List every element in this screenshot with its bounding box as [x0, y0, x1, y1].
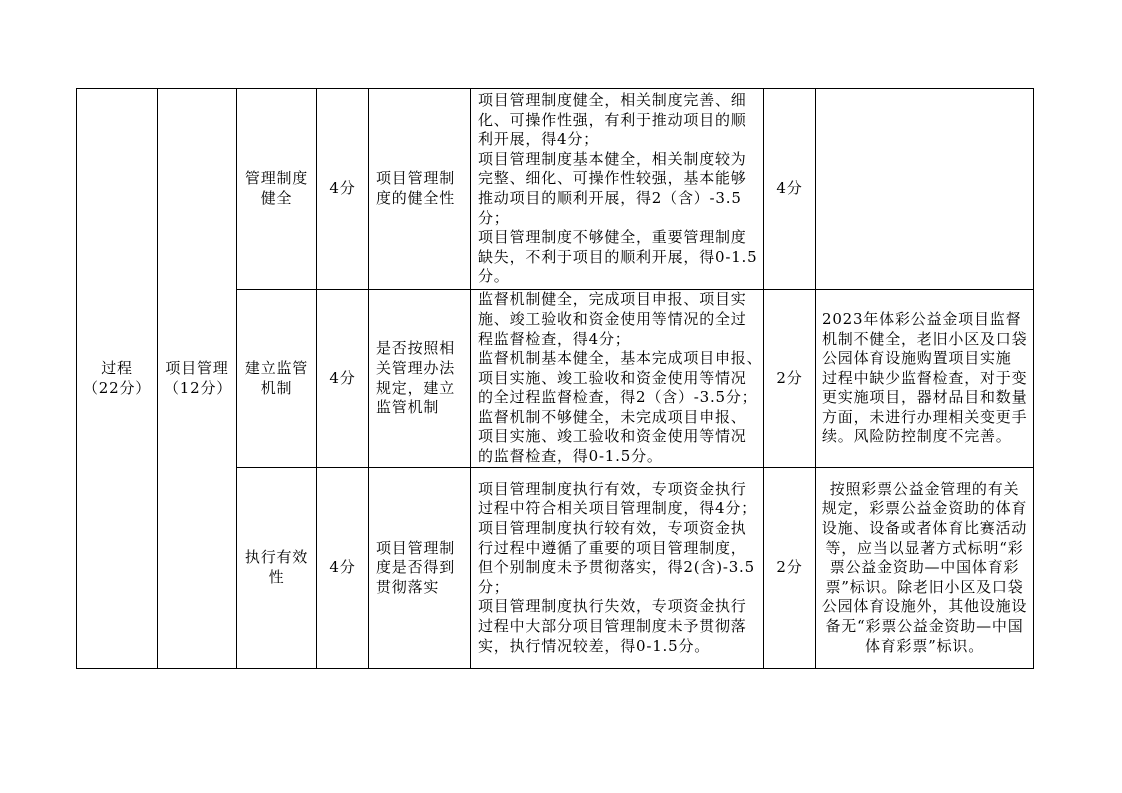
criteria-line: 分。: [478, 267, 510, 286]
criteria-line: 分；: [478, 208, 510, 227]
indicator-line: 管理制度: [244, 169, 309, 188]
indicator-text: [243, 359, 310, 398]
notes-line: 续。风险防控制度不完善。: [822, 427, 1012, 446]
weight-value: 4分: [329, 179, 356, 198]
notes-cell: [816, 290, 1034, 468]
score-cell: [764, 468, 816, 669]
notes-cell: [816, 468, 1034, 669]
criteria-line: 程监督检查，得4分；: [478, 329, 631, 348]
criteria-line: 过程中大部分项目管理制度未予贯彻落: [478, 616, 747, 635]
notes-cell: [816, 89, 1034, 290]
category-cell: [77, 89, 158, 669]
description-line: 关管理办法: [376, 358, 456, 377]
criteria-line: 监督机制基本健全，基本完成项目申报、: [478, 349, 763, 368]
notes-line: 过程中缺少监督检查，对于变: [822, 368, 1028, 387]
criteria-cell: [471, 468, 764, 669]
criteria-cell: [471, 290, 764, 468]
criteria-line: 项目管理制度基本健全，相关制度较为: [478, 149, 747, 168]
criteria-line: 项目管理制度执行有效，专项资金执行: [478, 479, 747, 498]
description-text: [376, 339, 464, 417]
description-text: [376, 169, 464, 208]
criteria-line: 化、可操作性强，有利于推动项目的顺: [478, 110, 747, 129]
indicator-cell: [237, 290, 317, 468]
criteria-line: 项目管理制度执行失效，专项资金执行: [478, 597, 747, 616]
evaluation-table: [76, 88, 1034, 669]
criteria-line: 的全过程监督检查，得2（含）-3.5分；: [478, 388, 758, 407]
notes-line: 公园体育设施购置项目实施: [822, 349, 1012, 368]
notes-line: 方面，未进行办理相关变更手: [822, 407, 1028, 426]
description-line: 监管机制: [376, 398, 440, 417]
indicator-line: 机制: [260, 378, 293, 397]
criteria-line: 完整、细化、可操作性较强，基本能够: [478, 169, 747, 188]
category-name: 过程: [101, 358, 133, 377]
subcategory-name: 项目管理: [165, 358, 229, 377]
description-line: 度是否得到: [376, 558, 456, 577]
description-line: 贯彻落实: [376, 577, 440, 596]
score-value: 2分: [776, 558, 803, 577]
criteria-line: 项目管理制度健全，相关制度完善、细: [478, 91, 747, 110]
notes-line: 按照彩票公益金管理的有关: [829, 479, 1020, 498]
weight-value: 4分: [329, 558, 356, 577]
weight-cell: [317, 290, 369, 468]
indicator-line: 执行有效: [244, 548, 309, 567]
criteria-line: 监督机制不够健全，未完成项目申报、: [478, 407, 747, 426]
criteria-text: [478, 91, 757, 287]
indicator-line: 性: [268, 568, 285, 586]
notes-text: [820, 480, 1029, 656]
notes-line: 机制不健全，老旧小区及口袋: [822, 329, 1028, 348]
notes-line: 2023年体彩公益金项目监督: [822, 309, 1022, 328]
criteria-cell: [471, 89, 764, 290]
subcategory-cell: [158, 89, 237, 669]
notes-line: 体育彩票”标识。: [864, 636, 985, 655]
criteria-line: 项目实施、竣工验收和资金使用等情况: [478, 427, 747, 446]
description-line: 规定，建立: [376, 378, 456, 397]
criteria-line: 过程中符合相关项目管理制度，得4分；: [478, 499, 757, 518]
score-value: 2分: [776, 368, 803, 387]
criteria-line: 利开展，得4分；: [478, 130, 599, 149]
weight-value: 4分: [329, 368, 356, 387]
criteria-line: 分；: [478, 577, 510, 596]
description-cell: [369, 290, 471, 468]
criteria-line: 实，执行情况较差，得0-1.5分。: [478, 636, 711, 655]
criteria-line: 施、竣工验收和资金使用等情况的全过: [478, 309, 747, 328]
score-cell: [764, 290, 816, 468]
description-cell: [369, 89, 471, 290]
criteria-line: 推动项目的顺利开展，得2（含）-3.5: [478, 189, 742, 207]
notes-line: 票公益金资助—中国体育彩: [829, 558, 1020, 577]
table-row: [77, 89, 1034, 290]
criteria-text: [478, 480, 757, 656]
description-cell: [369, 468, 471, 669]
notes-line: 等，应当以显著方式标明“彩: [825, 538, 1024, 557]
indicator-line: 建立监管: [244, 358, 309, 377]
criteria-line: 项目管理制度执行较有效，专项资金执: [478, 519, 747, 538]
indicator-line: 健全: [260, 189, 293, 207]
criteria-text: [478, 290, 763, 466]
indicator-cell: [237, 468, 317, 669]
category-score: （22分）: [83, 378, 152, 397]
indicator-text: [243, 548, 310, 587]
description-text: [376, 539, 464, 598]
criteria-line: 项目管理制度不够健全，重要管理制度: [478, 228, 747, 247]
notes-line: 公园体育设施外，其他设施设: [821, 597, 1028, 616]
notes-text: [822, 310, 1029, 447]
criteria-line: 的监督检查，得0-1.5分。: [478, 447, 663, 466]
description-line: 度的健全性: [376, 189, 456, 207]
indicator-cell: [237, 89, 317, 290]
score-cell: [764, 89, 816, 290]
description-line: 项目管理制: [376, 169, 456, 188]
criteria-line: 缺失，不利于项目的顺利开展，得0-1.5: [478, 247, 758, 266]
description-line: 是否按照相: [376, 339, 456, 358]
notes-line: 规定，彩票公益金资助的体育: [821, 499, 1028, 518]
notes-line: 设施、设备或者体育比赛活动: [821, 519, 1028, 538]
subcategory-score: （12分）: [164, 378, 233, 397]
criteria-line: 项目实施、竣工验收和资金使用等情况: [478, 368, 747, 387]
criteria-line: 行过程中遵循了重要的项目管理制度，: [478, 538, 747, 557]
notes-line: 更实施项目，器材品目和数量: [822, 388, 1028, 407]
criteria-line: 但个别制度未予贯彻落实，得2(含)-3.5: [478, 558, 755, 577]
description-line: 项目管理制: [376, 538, 456, 557]
notes-line: 备无“彩票公益金资助—中国: [825, 616, 1024, 635]
score-value: 4分: [776, 179, 803, 198]
notes-line: 票”标识。除老旧小区及口袋: [825, 577, 1024, 596]
criteria-line: 监督机制健全，完成项目申报、项目实: [478, 290, 747, 309]
weight-cell: [317, 89, 369, 290]
weight-cell: [317, 468, 369, 669]
indicator-text: [243, 169, 310, 208]
